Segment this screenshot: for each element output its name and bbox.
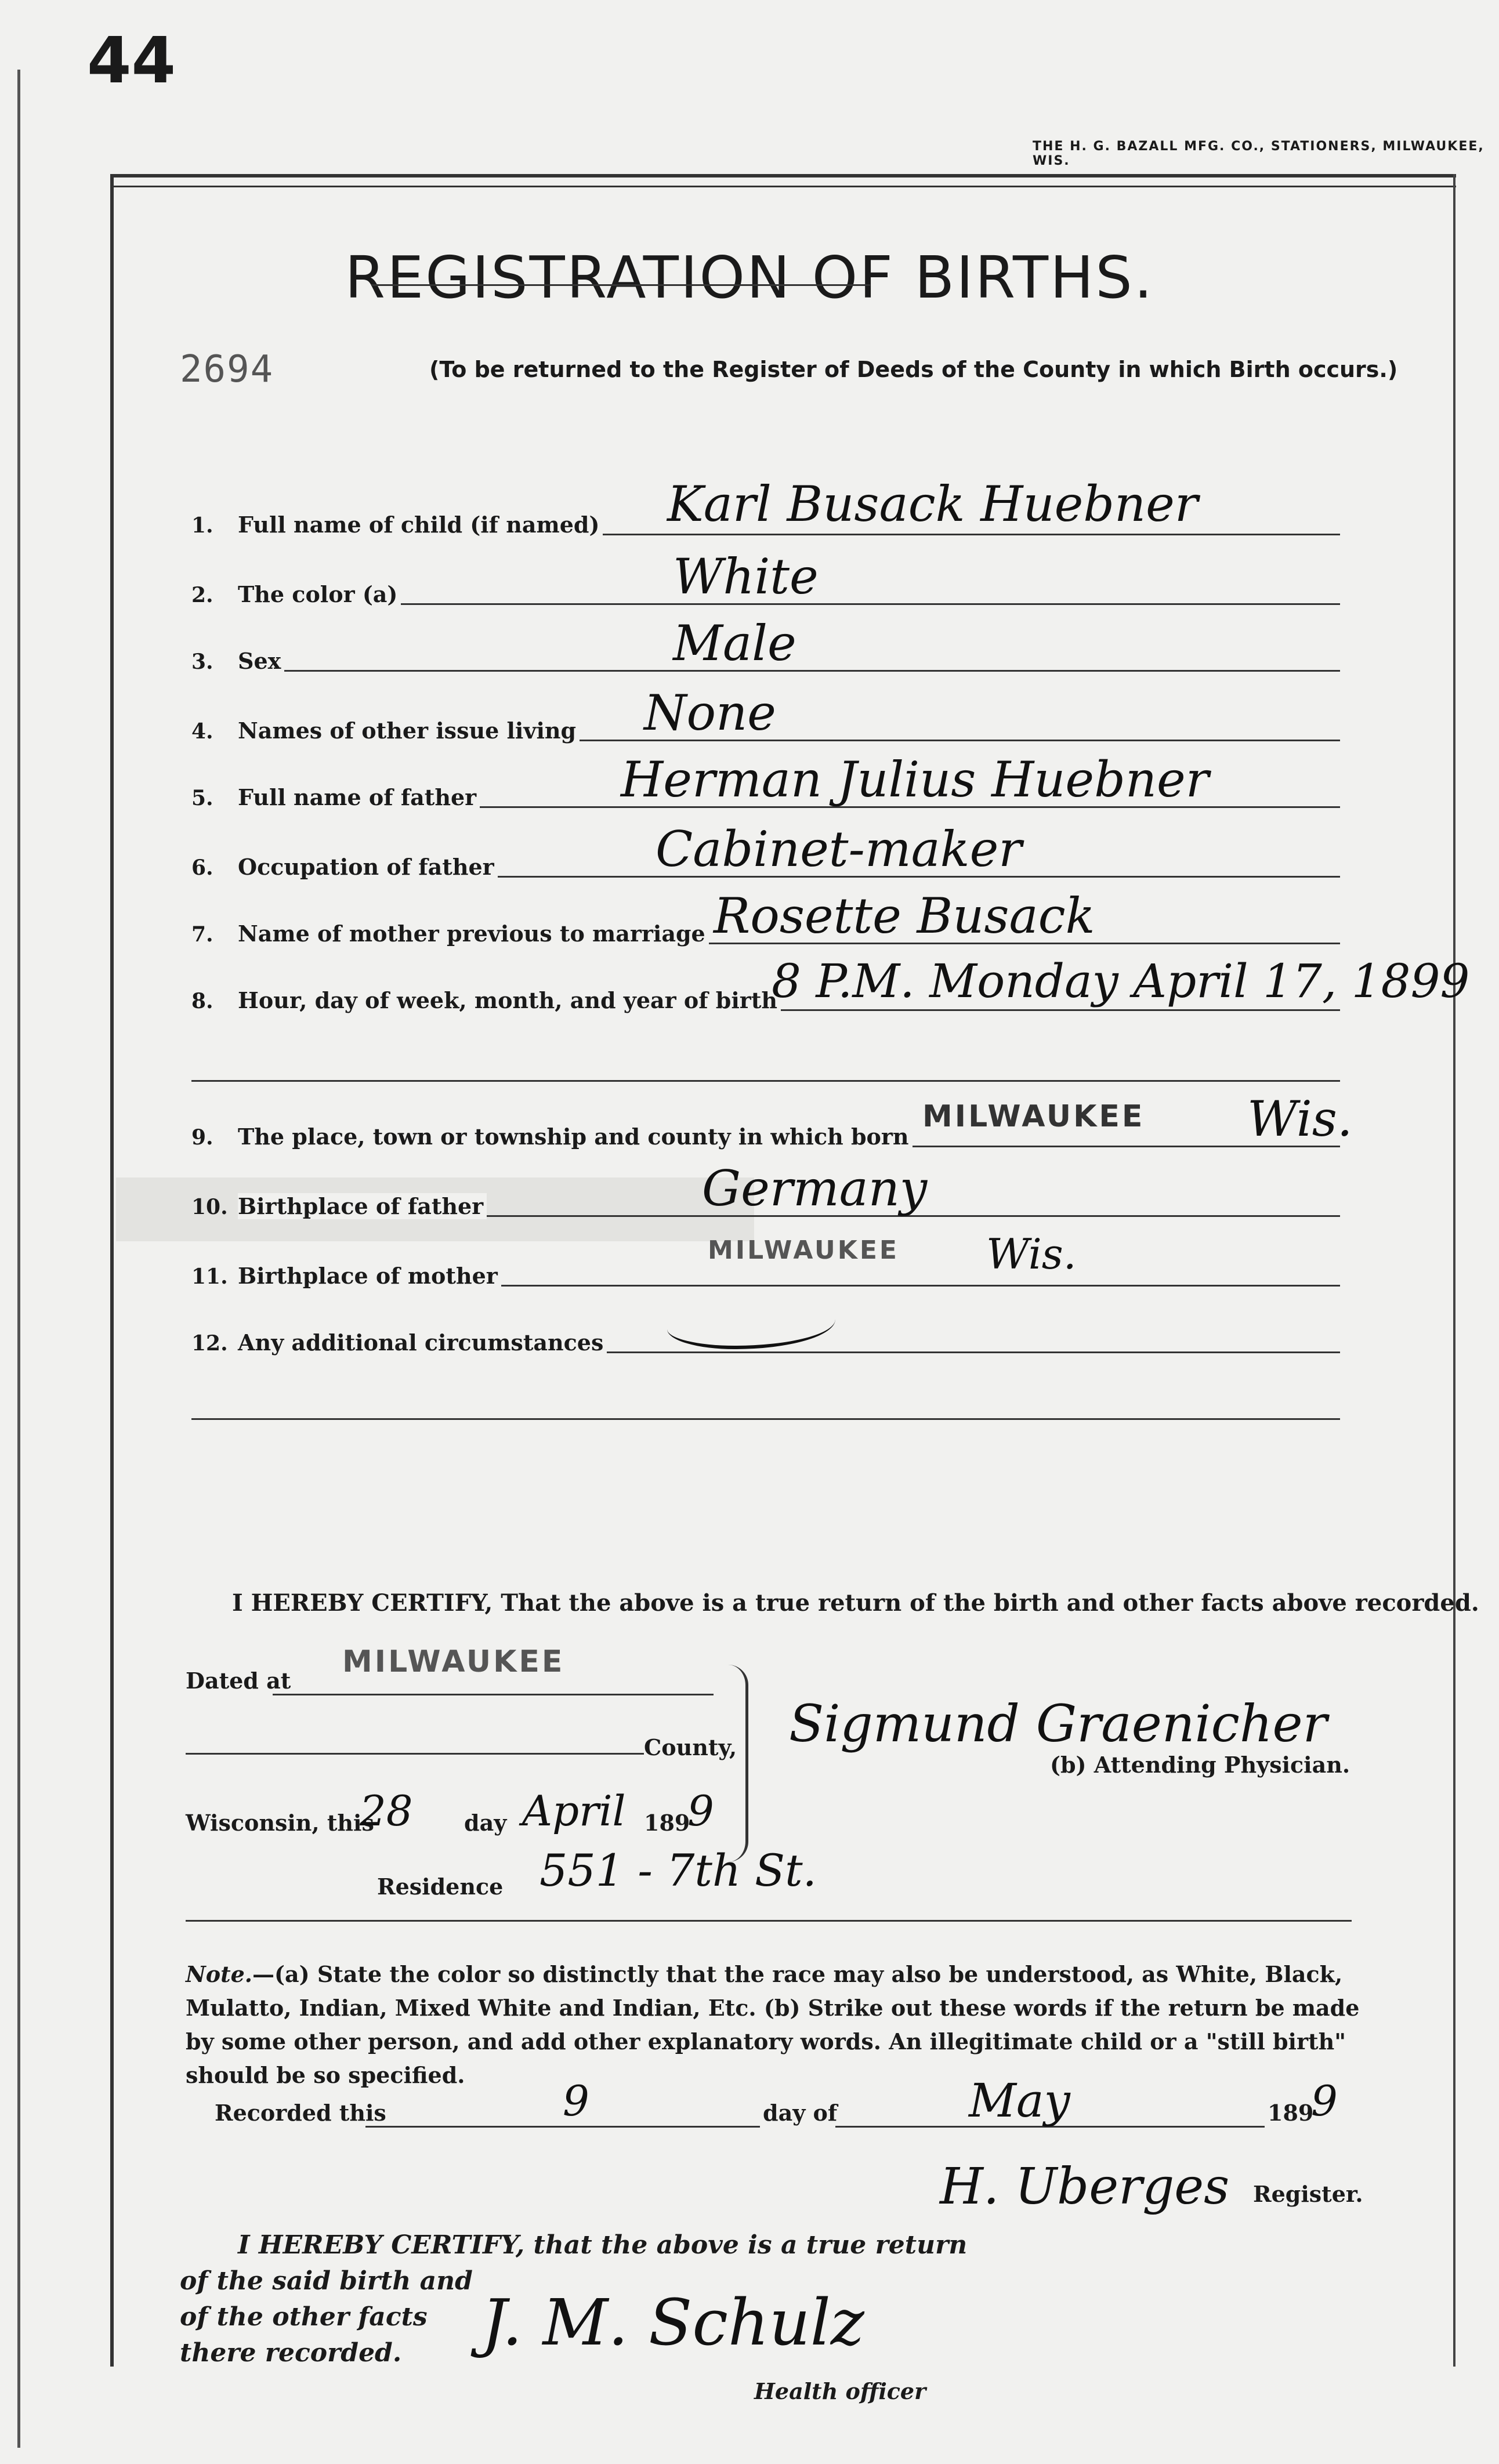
handwritten-color: White (673, 548, 819, 605)
dated-at-line (273, 1694, 714, 1695)
handwritten-recorded-year: 9 (1311, 2077, 1338, 2125)
handwritten-year: 9 (687, 1787, 714, 1835)
frame-top-rule-inner (110, 186, 1456, 187)
note-text: —(a) State the color so distinctly that the race may also be understood, as White, Black, Mulatto, Indian, Mixed White and Indian, Etc. (b) Strike out these words if the return be made by some other person, and add other explanatory words. An illegitimate child or a "still birth" should be so specified. (186, 1961, 1360, 2088)
handwritten-recorded-day: 9 (563, 2077, 589, 2125)
note-prefix: Note. (186, 1961, 253, 1987)
field-number: 6. (191, 856, 213, 880)
field-number: 11. (191, 1264, 228, 1289)
county-line (186, 1753, 644, 1755)
health-statement-line: of the other facts (180, 2302, 428, 2332)
handwritten-month: April (522, 1787, 626, 1835)
frame-right-rule (1453, 174, 1455, 2367)
frame-top-rule (110, 174, 1456, 177)
field-label: Any additional circumstances (238, 1329, 607, 1356)
instructions-note (186, 1958, 1363, 2092)
physician-signature: Sigmund Graenicher (789, 1694, 1327, 1753)
handwritten-birth-datetime: 8 P.M. Monday April 17, 1899 (772, 954, 1470, 1008)
frame-left-rule (110, 174, 114, 2367)
field-label: Occupation of father (238, 854, 498, 880)
field-label: The place, town or township and county in which born (238, 1124, 913, 1150)
day-label: day (464, 1810, 507, 1836)
milwaukee-stamp: MILWAUKEE (342, 1644, 565, 1679)
certification-statement: I HEREBY CERTIFY, That the above is a true return of the birth and other facts above recorded. (232, 1589, 1479, 1617)
physician-label: (b) Attending Physician. (1050, 1752, 1350, 1778)
field-number: 8. (191, 989, 213, 1013)
dated-at-label: Dated at (186, 1668, 291, 1694)
recorded-day-line (365, 2126, 760, 2128)
register-signature: H. Uberges (940, 2158, 1230, 2216)
field-label: Birthplace of father (238, 1193, 487, 1219)
health-statement-line: of the said birth and (180, 2266, 473, 2296)
field-number: 2. (191, 583, 213, 607)
health-statement-line: there recorded. (180, 2338, 402, 2368)
field-label: Names of other issue living (238, 718, 580, 744)
handwritten-mother-maiden-name: Rosette Busack (714, 887, 1095, 944)
handwritten-father-occupation: Cabinet-maker (656, 821, 1022, 878)
field-label: Full name of child (if named) (238, 512, 603, 538)
day-of-label: day of (763, 2100, 838, 2126)
field-label: The color (a) (238, 581, 401, 607)
field-number: 12. (191, 1331, 228, 1356)
stationer-imprint: THE H. G. BAZALL MFG. CO., STATIONERS, MILWAUKEE, WIS. (1033, 139, 1484, 168)
register-label: Register. (1253, 2181, 1363, 2207)
health-officer-label: Health officer (754, 2378, 926, 2404)
residence-label: Residence (377, 1874, 504, 1900)
milwaukee-stamp: MILWAUKEE (922, 1099, 1145, 1134)
handwritten-child-name: Karl Busack Huebner (667, 476, 1199, 532)
page-edge-line (17, 70, 20, 2448)
continuation-line (191, 1418, 1340, 1420)
wisconsin-this-label: Wisconsin, this (186, 1810, 374, 1836)
page-subtitle: (To be returned to the Register of Deeds of the County in which Birth occurs.) (429, 357, 1398, 382)
handwritten-recorded-month: May (969, 2074, 1070, 2128)
year-prefix: 189 (644, 1810, 690, 1836)
form-number: 2694 (180, 348, 274, 391)
field-birthplace (191, 1108, 1340, 1154)
handwritten-day: 28 (360, 1787, 413, 1835)
health-officer-signature: J. M. Schulz (481, 2285, 864, 2360)
field-number: 10. (191, 1195, 228, 1219)
field-number: 7. (191, 922, 213, 947)
field-label: Name of mother previous to marriage (238, 921, 709, 947)
field-label: Birthplace of mother (238, 1263, 501, 1289)
field-label: Hour, day of week, month, and year of birth (238, 987, 781, 1013)
page-title: REGISTRATION OF BIRTHS. (345, 244, 1154, 311)
bracket (728, 1665, 748, 1862)
handwritten-father-name: Herman Julius Huebner (621, 751, 1209, 808)
field-number: 4. (191, 719, 213, 744)
recorded-this-label: Recorded this (215, 2100, 386, 2126)
field-number: 9. (191, 1125, 213, 1150)
handwritten-residence: 551 - 7th St. (540, 1845, 817, 1896)
handwritten-sex: Male (673, 615, 796, 672)
county-label: County, (644, 1734, 737, 1760)
handwritten-birthplace-state: Wis. (1247, 1090, 1353, 1147)
health-statement-line: I HEREBY CERTIFY, that the above is a true return (238, 2230, 968, 2260)
field-number: 1. (191, 513, 213, 538)
recorded-year-prefix: 189 (1268, 2100, 1314, 2126)
field-number: 5. (191, 786, 213, 810)
handwritten-father-birthplace: Germany (702, 1160, 928, 1217)
field-label: Sex (238, 648, 284, 674)
continuation-line (191, 1080, 1340, 1082)
field-label: Full name of father (238, 784, 480, 810)
handwritten-mother-birthplace-state: Wis. (986, 1230, 1077, 1278)
certification-divider (186, 1920, 1352, 1922)
title-strike-rule (371, 284, 870, 286)
field-number: 3. (191, 650, 213, 674)
handwritten-other-issue: None (644, 684, 776, 741)
page-number: 44 (87, 23, 176, 97)
milwaukee-stamp: MILWAUKEE (708, 1235, 899, 1265)
